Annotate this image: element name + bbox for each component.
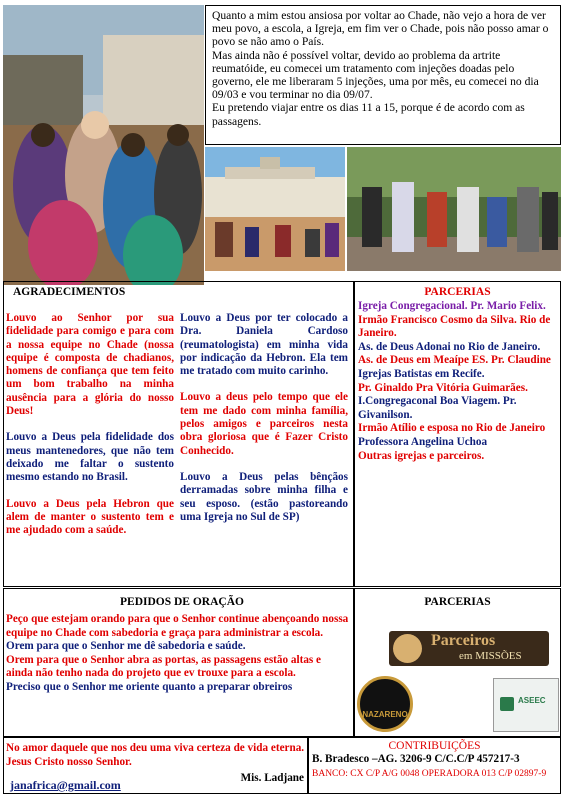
agradecimentos-title: AGRADECIMENTOS [13, 286, 126, 298]
photo-adults-group [347, 147, 561, 271]
closing-text: No amor daquele que nos deu uma viva certeza de vida eterna. Jesus Cristo nosso Senhor. [6, 742, 305, 768]
signature: Mis. Ladjane [240, 772, 304, 784]
pedido-item: Orem para que o Senhor me dê sabedoria e saúde. [6, 640, 246, 653]
parceria-item: Irmão Francisco Cosmo da Silva. Rio de Janeiro. [358, 313, 551, 340]
contribuicoes-title: CONTRIBUIÇÕES [388, 740, 481, 752]
parceria-item: Outras igrejas e parceiros. [358, 449, 485, 462]
logo1-line1: Parceiros [431, 632, 496, 649]
contribuicoes-line1: B. Bradesco –AG. 3206-9 C/C.C/P 457217-3 [312, 753, 520, 765]
pedidos-list [6, 613, 350, 695]
email-link[interactable]: janafrica@gmail.com [10, 778, 121, 792]
parcerias-list [358, 300, 558, 463]
parcerias-box [354, 281, 561, 587]
agradecimentos-box [3, 281, 354, 587]
pedido-item: Peço que estejam orando para que o Senhor continue abençoando nossa equipe no Chade com sabedoria e graça para administrar a escola. [6, 613, 349, 639]
contribuicoes-box [308, 737, 561, 794]
photo-children-group [3, 5, 204, 285]
contribuicoes-line2: BANCO: CX C/P A/G 0048 OPERADORA 013 C/P 02897-9 [312, 769, 547, 779]
parceria-item: Irmão Atílio e esposa no Rio de Janeiro [358, 422, 546, 435]
parceria-item: As. de Deus Adonai no Rio de Janeiro. [358, 340, 541, 353]
pedidos-title: PEDIDOS DE ORAÇÃO [120, 596, 244, 608]
parcerias-logos-box [354, 588, 561, 737]
top-note [205, 5, 561, 145]
closing-box [3, 737, 308, 794]
agradecimentos-right-column [180, 312, 348, 537]
parceria-item: As. de Deus em Meaípe ES. Pr. Claudine [358, 354, 551, 367]
parcerias-title: PARCERIAS [424, 286, 491, 298]
thanks-paragraph: Louvo a Deus por ter colocado a Dra. Daniela Cardoso (reumatologista) em minha vida por indicação da Hebron. Ela tem me tratado com muito carinho. [180, 312, 348, 378]
parceria-item: Igreja Congregacional. Pr. Mario Felix. [358, 300, 546, 312]
pedido-item: Orem para que o Senhor abra as portas, as passagens estão altas e ainda não tenho nada do projeto que ev trouxe para a escola. [6, 653, 322, 680]
thanks-paragraph: Louvo a Deus pela fidelidade dos meus mantenedores, que não tem deixado me faltar o sustento mesmo estando no Brasil. [6, 431, 174, 484]
parcerias-logos-title: PARCERIAS [424, 596, 491, 608]
logo3-text: ASEEC [518, 696, 546, 705]
parceria-item: I.Congregaconal Boa Viagem. Pr. Givanilson. [358, 395, 517, 421]
agradecimentos-left-column [6, 312, 174, 550]
logo1-line2: em MISSÕES [459, 650, 522, 662]
logo2-text: NAZARENO [362, 710, 408, 719]
thanks-paragraph: Louvo a Deus pela Hebron que alem de manter o sustento tem e me ajudado com a saúde. [6, 497, 174, 537]
parceria-item: Professora Angelina Uchoa [358, 435, 488, 448]
thanks-paragraph: Louvo ao Senhor por sua fidelidade para comigo e para com a nossa equipe no Chade (nossa equipe é composta de chadianos, homens de confiança que tem feito um bom trabalho na minha ausência para a glória do nosso Deus! [6, 312, 174, 418]
parceria-item: Igrejas Batistas em Recife. [358, 367, 485, 380]
thanks-paragraph: Louvo a Deus pelas bênçãos derramadas sobre minha filha e seu esposo. (estão pastoreando uma Igreja no Sul de SP) [180, 470, 348, 523]
top-note-paragraph: Eu pretendo viajar entre os dias 11 a 15, porque é de acordo com as passagens. [212, 101, 525, 128]
pedido-item: Preciso que o Senhor me oriente quanto a preparar obreiros [6, 680, 293, 693]
top-note-paragraph: Mas ainda não é possível voltar, devido ao problema da artrite reumatóide, eu comecei um tratamento com injeções doadas pelo governo, ele me liberaram 5 injeções, uma por mês, eu comecei no dia 09/03 e vou terminar no dia 09/07. [212, 48, 539, 102]
nazareno-logo [357, 676, 413, 732]
parceria-item: Pr. Ginaldo Pra Vitória Guimarães. [358, 381, 528, 394]
thanks-paragraph: Louvo a deus pelo tempo que ele tem me dado com minha família, pelos amigos e parceiros nesta obra gloriosa que é Fazer Cristo Conhecido. [180, 391, 348, 457]
aseec-logo [493, 678, 559, 732]
pedidos-box [3, 588, 354, 737]
photo-market-street [205, 147, 345, 271]
top-note-paragraph: Quanto a mim estou ansiosa por voltar ao Chade, não vejo a hora de ver meu povo, a escola, a Igreja, em fim ver o Chade, pois não posso amar o povo se não amo o País. [212, 9, 549, 49]
parceiros-em-missoes-logo [389, 631, 549, 666]
